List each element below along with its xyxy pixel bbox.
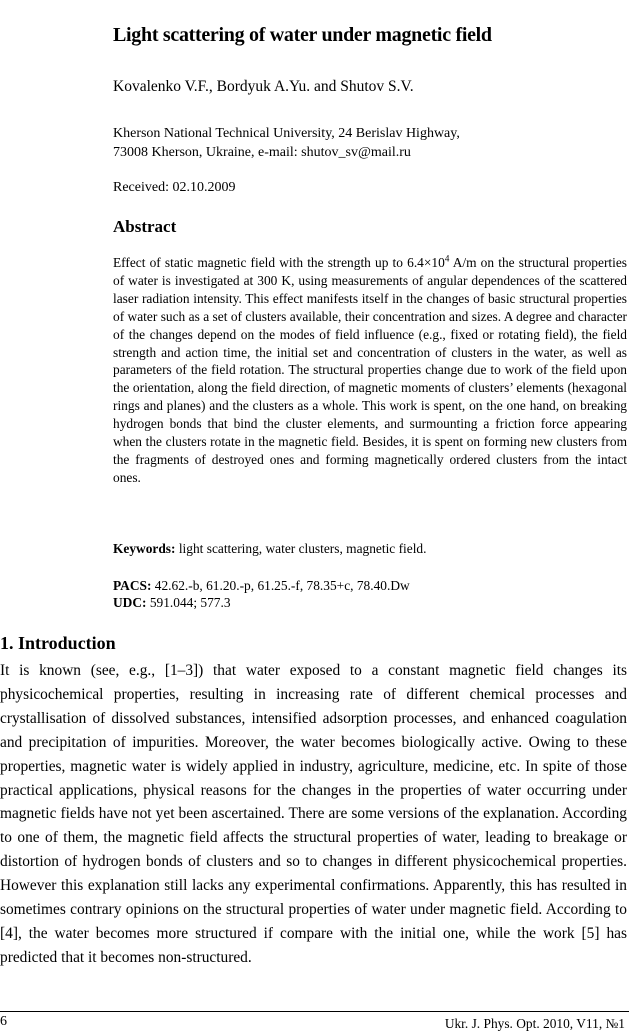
abstract-text-rest: A/m on the structural properties of water is investigated at 300 K, using measurements of angular dependences of the scattered laser radiation intensity. This effect manifests itself in the changes of basic structural properties of water such as a set of clusters available, their concentration and sizes. A degree and character of the changes depend on the modes of field influence (e.g., fixed or rotating field), the field strength and action time, the initial set and concentration of clusters in the water, as well as parameters of the field rotation. The structural properties change due to work of the field upon the orientation, along the field direction, of magnetic moments of clusters’ elements (hexagonal rings and planes) and the clusters as a whole. This work is spent, on the one hand, on breaking hydrogen bonds that bind the cluster elements, and surmounting a friction force appearing when the clusters rotate in the magnetic field. Besides, it is spent on forming new clusters from the fragments of destroyed ones and forming magnetically ordered clusters from the intact ones.: [113, 255, 627, 485]
abstract-text-start: Effect of static magnetic field with the strength up to 6.4×10: [113, 255, 445, 270]
udc-line: [113, 594, 410, 611]
affiliation-line-1: Kherson National Technical University, 24 Berislav Highway,: [113, 126, 460, 141]
author-list: Kovalenko V.F., Bordyuk A.Yu. and Shutov S.V.: [113, 78, 414, 95]
abstract-text: [113, 254, 627, 487]
abstract-heading: Abstract: [113, 217, 177, 236]
pacs-line: [113, 577, 410, 594]
paper-title: Light scattering of water under magnetic field: [113, 24, 492, 46]
pacs-label: PACS:: [113, 578, 152, 593]
pacs-value: 42.62.-b, 61.20.-p, 61.25.-f, 78.35+c, 78.40.Dw: [151, 578, 410, 593]
journal-citation: Ukr. J. Phys. Opt. 2010, V11, №1: [444, 1016, 625, 1031]
keywords: [113, 540, 426, 558]
footer-divider: [0, 1011, 629, 1012]
udc-value: 591.044; 577.3: [146, 595, 231, 610]
keywords-label: Keywords:: [113, 541, 176, 556]
keywords-value: light scattering, water clusters, magnetic field.: [175, 541, 427, 556]
abstract-exponent: 4: [444, 253, 450, 264]
page-number: 6: [0, 1014, 7, 1029]
section-heading: 1. Introduction: [0, 633, 116, 653]
affiliation-line-2: 73008 Kherson, Ukraine, e-mail: shutov_sv@mail.ru: [113, 145, 411, 160]
classification-codes: [113, 577, 410, 611]
introduction-text: It is known (see, e.g., [1–3]) that water exposed to a constant magnetic field changes its physicochemical properties, resulting in increasing rate of different chemical processes and crystallisation of dissolved substances, intensified adsorption processes, and enhanced coagulation and precipitation of impurities. Moreover, the water becomes biologically active. Owing to these properties, magnetic water is widely applied in industry, agriculture, medicine, etc. In spite of those practical applications, physical reasons for the changes in the properties of water occurring under magnetic fields have not yet been ascertained. There are some versions of the explanation. According to one of them, the magnetic field affects the structural properties of water, leading to breakage or distortion of hydrogen bonds of clusters and so to changes in different physicochemical properties. However this explanation still lacks any experimental confirmations. Apparently, this has resulted in sometimes contrary opinions on the structural properties of water under magnetic field. According to [4], the water becomes more structured if compare with the initial one, while the work [5] has predicted that it becomes non-structured.: [0, 662, 627, 966]
udc-label: UDC:: [113, 595, 147, 610]
affiliation: [113, 124, 543, 162]
received-date: Received: 02.10.2009: [113, 180, 236, 195]
